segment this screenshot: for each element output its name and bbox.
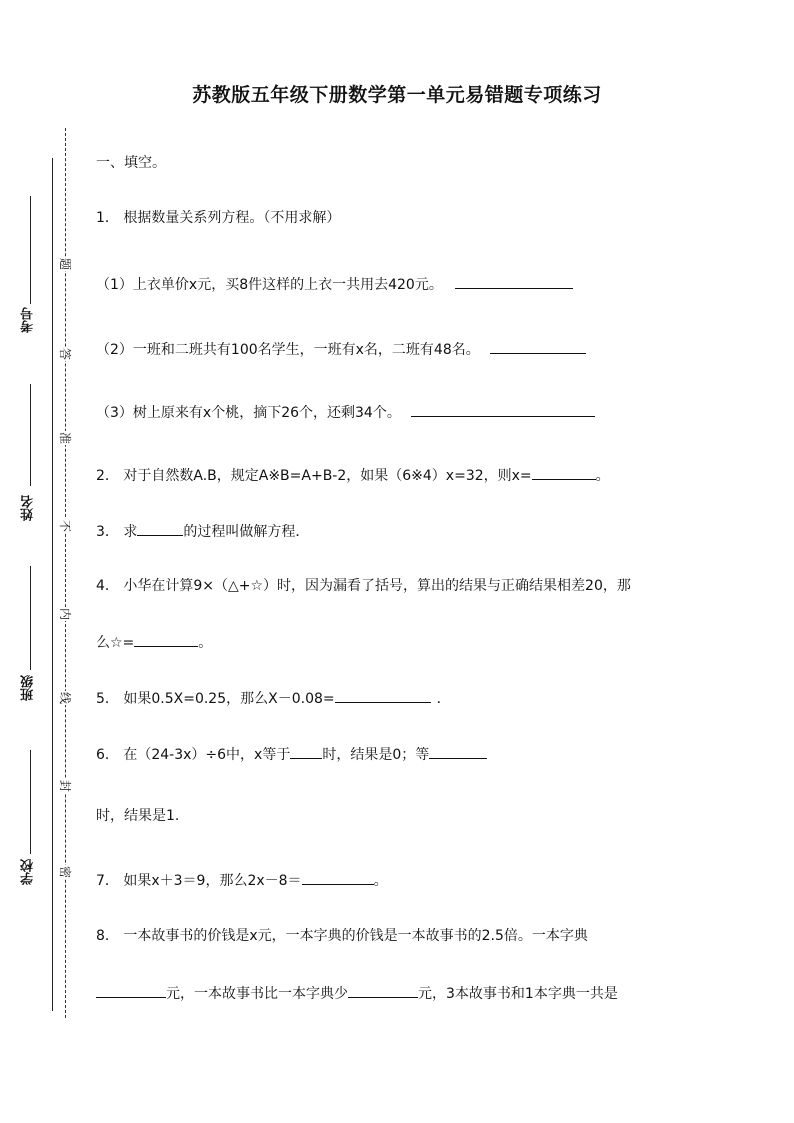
question-2 [96,465,610,486]
answer-blank[interactable] [96,983,166,998]
school-label: 学校 [21,859,36,885]
question-2-end: 。 [595,468,610,484]
answer-blank[interactable] [134,632,198,647]
answer-blank[interactable] [455,274,573,289]
question-1-1-text: （1）上衣单价x元，买8件这样的上衣一共用去420元。 [96,277,443,293]
question-6-line-2: 时，结果是1. [96,808,180,824]
question-6-line-1 [96,744,487,765]
answer-blank[interactable] [429,744,487,759]
exam-number-fill-line [30,196,31,304]
name-fill-line [30,384,31,486]
answer-blank[interactable] [290,744,322,759]
class-fill-line [30,566,31,670]
answer-blank[interactable] [302,870,374,885]
seal-char: 封 [58,779,72,792]
question-4-line-1: 4． 小华在计算9×（△+☆）时，因为漏看了括号，算出的结果与正确结果相差20，那 [96,578,631,594]
question-2-text: 2． 对于自然数A.B，规定A※B=A+B-2，如果（6※4）x=32，则x= [96,468,532,484]
question-3-end: 的过程叫做解方程． [183,524,310,540]
seal-char: 题 [58,257,72,270]
question-4-end: 。 [198,635,213,651]
question-1-3-text: （3）树上原来有x个桃，摘下26个，还剩34个。 [96,405,401,421]
seal-char: 不 [58,519,72,532]
exam-number-label: 考号 [21,307,36,333]
question-1-3 [96,402,595,423]
school-fill-line [30,750,31,854]
question-1-1 [96,274,573,295]
question-4-line-2 [96,632,212,653]
seal-char: 线 [58,691,72,704]
question-8-line-2 [96,983,618,1004]
class-label: 班级 [21,675,36,701]
question-1-2-text: （2）一班和二班共有100名学生，一班有x名，二班有48名。 [96,342,480,358]
question-1: 1． 根据数量关系列方程。（不用求解） [96,210,341,226]
answer-blank[interactable] [335,688,431,703]
answer-blank[interactable] [490,339,586,354]
question-5-end: ． [436,691,451,707]
question-7-text: 7． 如果x＋3＝9，那么2x－8＝ [96,873,302,889]
page-title: 苏教版五年级下册数学第一单元易错题专项练习 [192,84,602,106]
question-5 [96,688,451,709]
answer-blank[interactable] [411,402,595,417]
question-6-text-2: 时，结果是0；等 [322,747,430,763]
name-label: 姓名 [21,495,36,521]
question-8-text: 元，一本故事书比一本字典少 [166,986,348,1002]
binding-solid-line [52,158,53,1011]
question-3-text: 3． 求 [96,524,138,540]
answer-blank[interactable] [137,521,183,536]
seal-char: 密 [58,865,72,878]
question-8-line-1: 8． 一本故事书的价钱是x元，一本字典的价钱是一本故事书的2.5倍。一本字典 [96,928,588,944]
question-4-text: 么☆= [96,635,135,651]
question-5-text: 5． 如果0.5X=0.25，那么X－0.08= [96,691,335,707]
seal-char: 内 [58,607,72,620]
section-heading: 一、填空。 [96,155,166,171]
question-3 [96,521,309,542]
seal-char: 准 [58,431,72,444]
seal-char: 答 [58,347,72,360]
answer-blank[interactable] [532,465,596,480]
question-1-2 [96,339,586,360]
question-7 [96,870,388,891]
question-7-end: 。 [373,873,388,889]
question-8-text-2: 元，3本故事书和1本字典一共是 [418,986,618,1002]
answer-blank[interactable] [348,983,418,998]
question-6-text: 6． 在（24-3x）÷6中，x等于 [96,747,291,763]
